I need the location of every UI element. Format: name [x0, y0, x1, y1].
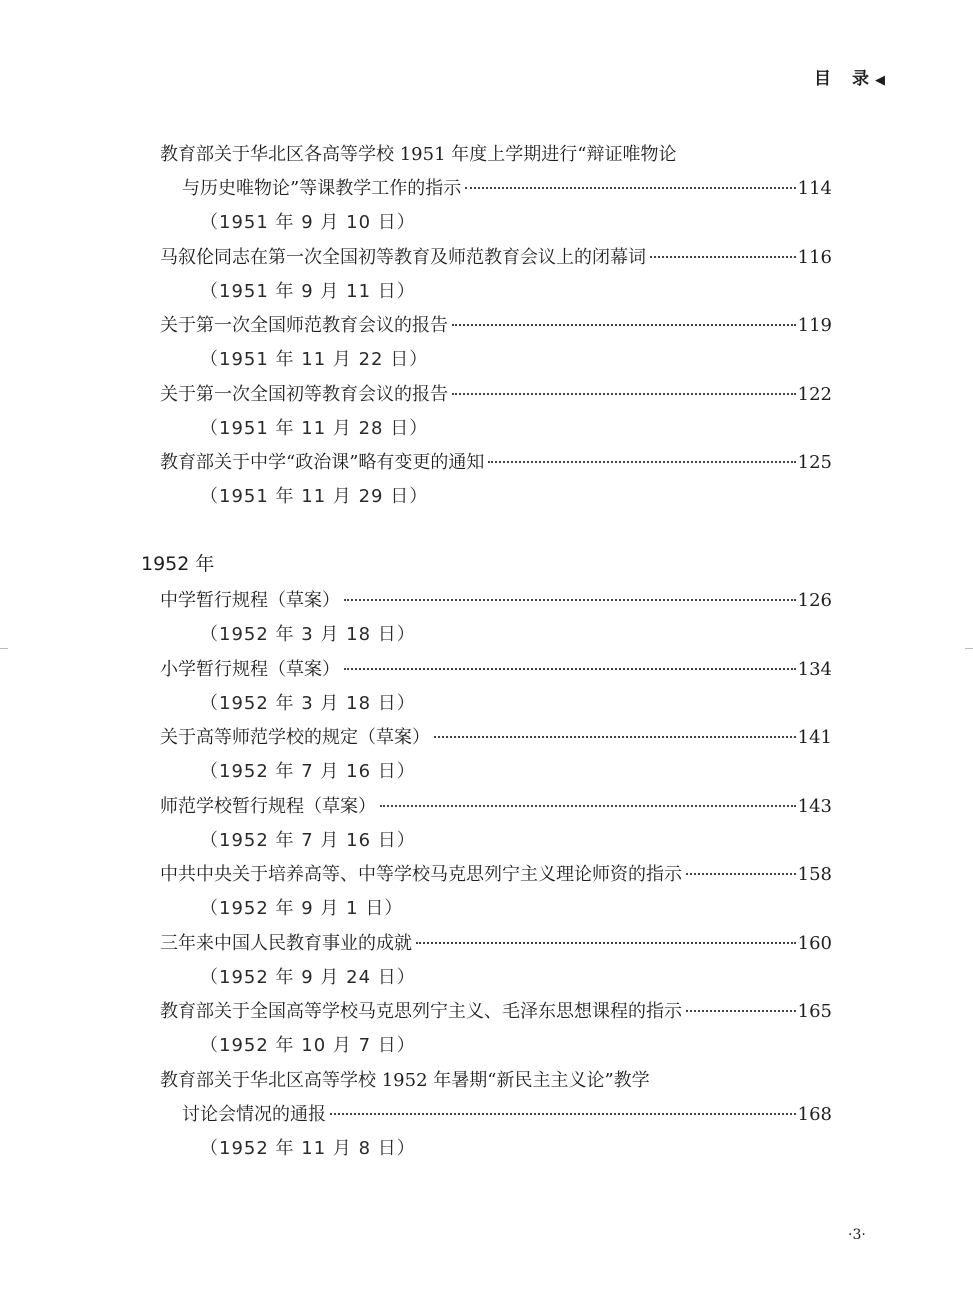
- toc-entry-title[interactable]: 关于第一次全国师范教育会议的报告 119: [160, 311, 832, 341]
- toc-entry-date: （1952 年 9 月 24 日）: [200, 967, 416, 988]
- page-number: 125: [797, 452, 832, 473]
- page-number: 119: [797, 315, 832, 336]
- page-number: 122: [797, 384, 832, 405]
- edge-mark: [965, 648, 973, 649]
- toc-entry-date: （1952 年 3 月 18 日）: [200, 624, 416, 645]
- dot-leader: [330, 1113, 796, 1115]
- toc-entry-date: （1951 年 9 月 10 日）: [200, 212, 416, 233]
- triangle-marker-icon: ◀: [875, 73, 887, 88]
- toc-entry-date: （1951 年 11 月 29 日）: [200, 486, 429, 507]
- toc-entry-title[interactable]: 马叙伦同志在第一次全国初等教育及师范教育会议上的闭幕词 116: [160, 243, 832, 273]
- toc-entry-date: （1951 年 11 月 28 日）: [200, 418, 429, 439]
- toc-entry-date: （1952 年 10 月 7 日）: [200, 1035, 416, 1056]
- toc-entry-title[interactable]: 小学暂行规程（草案） 134: [160, 655, 832, 685]
- dot-leader: [380, 805, 796, 807]
- toc-entry-date: （1951 年 9 月 11 日）: [200, 281, 416, 302]
- dot-leader: [416, 942, 796, 944]
- toc-entry-title[interactable]: 教育部关于全国高等学校马克思列宁主义、毛泽东思想课程的指示 165: [160, 997, 832, 1027]
- dot-leader: [434, 736, 796, 738]
- page-number: 141: [797, 727, 832, 748]
- toc-entry-title[interactable]: 教育部关于中学“政治课”略有变更的通知 125: [160, 448, 832, 478]
- toc-entry-title[interactable]: 教育部关于华北区高等学校 1952 年暑期“新民主主义论”教学: [160, 1070, 650, 1091]
- toc-entry-date: （1952 年 11 月 8 日）: [200, 1138, 416, 1159]
- toc-entry-title-continued[interactable]: 与历史唯物论”等课教学工作的指示 114: [182, 174, 832, 204]
- dot-leader: [686, 1010, 796, 1012]
- toc-entry-title[interactable]: 中共中央关于培养高等、中等学校马克思列宁主义理论师资的指示 158: [160, 860, 832, 890]
- page-number: 114: [797, 178, 832, 199]
- toc-entry-title-continued[interactable]: 讨论会情况的通报 168: [182, 1100, 832, 1130]
- toc-entry-title[interactable]: 师范学校暂行规程（草案） 143: [160, 792, 832, 822]
- dot-leader: [452, 393, 796, 395]
- dot-leader: [686, 873, 796, 875]
- dot-leader: [344, 668, 796, 670]
- year-heading: 1952 年: [141, 553, 215, 575]
- page-number: 143: [797, 796, 832, 817]
- toc-entry-title[interactable]: 三年来中国人民教育事业的成就 160: [160, 929, 832, 959]
- toc-entry-title[interactable]: 关于高等师范学校的规定（草案） 141: [160, 723, 832, 753]
- dot-leader: [344, 599, 796, 601]
- toc-entry-date: （1952 年 7 月 16 日）: [200, 761, 416, 782]
- toc-entry-date: （1952 年 9 月 1 日）: [200, 898, 404, 919]
- edge-mark: [0, 648, 8, 649]
- dot-leader: [488, 461, 795, 463]
- page-number: 126: [797, 590, 832, 611]
- page-folio: ·3·: [848, 1227, 866, 1243]
- page-number: 168: [797, 1104, 832, 1125]
- toc-entry-date: （1952 年 7 月 16 日）: [200, 830, 416, 851]
- toc-entry-title[interactable]: 教育部关于华北区各高等学校 1951 年度上学期进行“辩证唯物论: [160, 144, 677, 165]
- header-text: 目 录: [814, 69, 871, 89]
- dot-leader: [452, 324, 796, 326]
- toc-entry-date: （1952 年 3 月 18 日）: [200, 693, 416, 714]
- running-header: [814, 64, 887, 89]
- page-number: 160: [797, 933, 832, 954]
- toc-entry-date: （1951 年 11 月 22 日）: [200, 349, 429, 370]
- dot-leader: [650, 256, 796, 258]
- page-number: 158: [797, 864, 832, 885]
- page-number: 116: [797, 247, 832, 268]
- page-number: 165: [797, 1001, 832, 1022]
- toc-entry-title[interactable]: 中学暂行规程（草案） 126: [160, 586, 832, 616]
- dot-leader: [465, 187, 795, 189]
- page-number: 134: [797, 659, 832, 680]
- toc-entry-title[interactable]: 关于第一次全国初等教育会议的报告 122: [160, 380, 832, 410]
